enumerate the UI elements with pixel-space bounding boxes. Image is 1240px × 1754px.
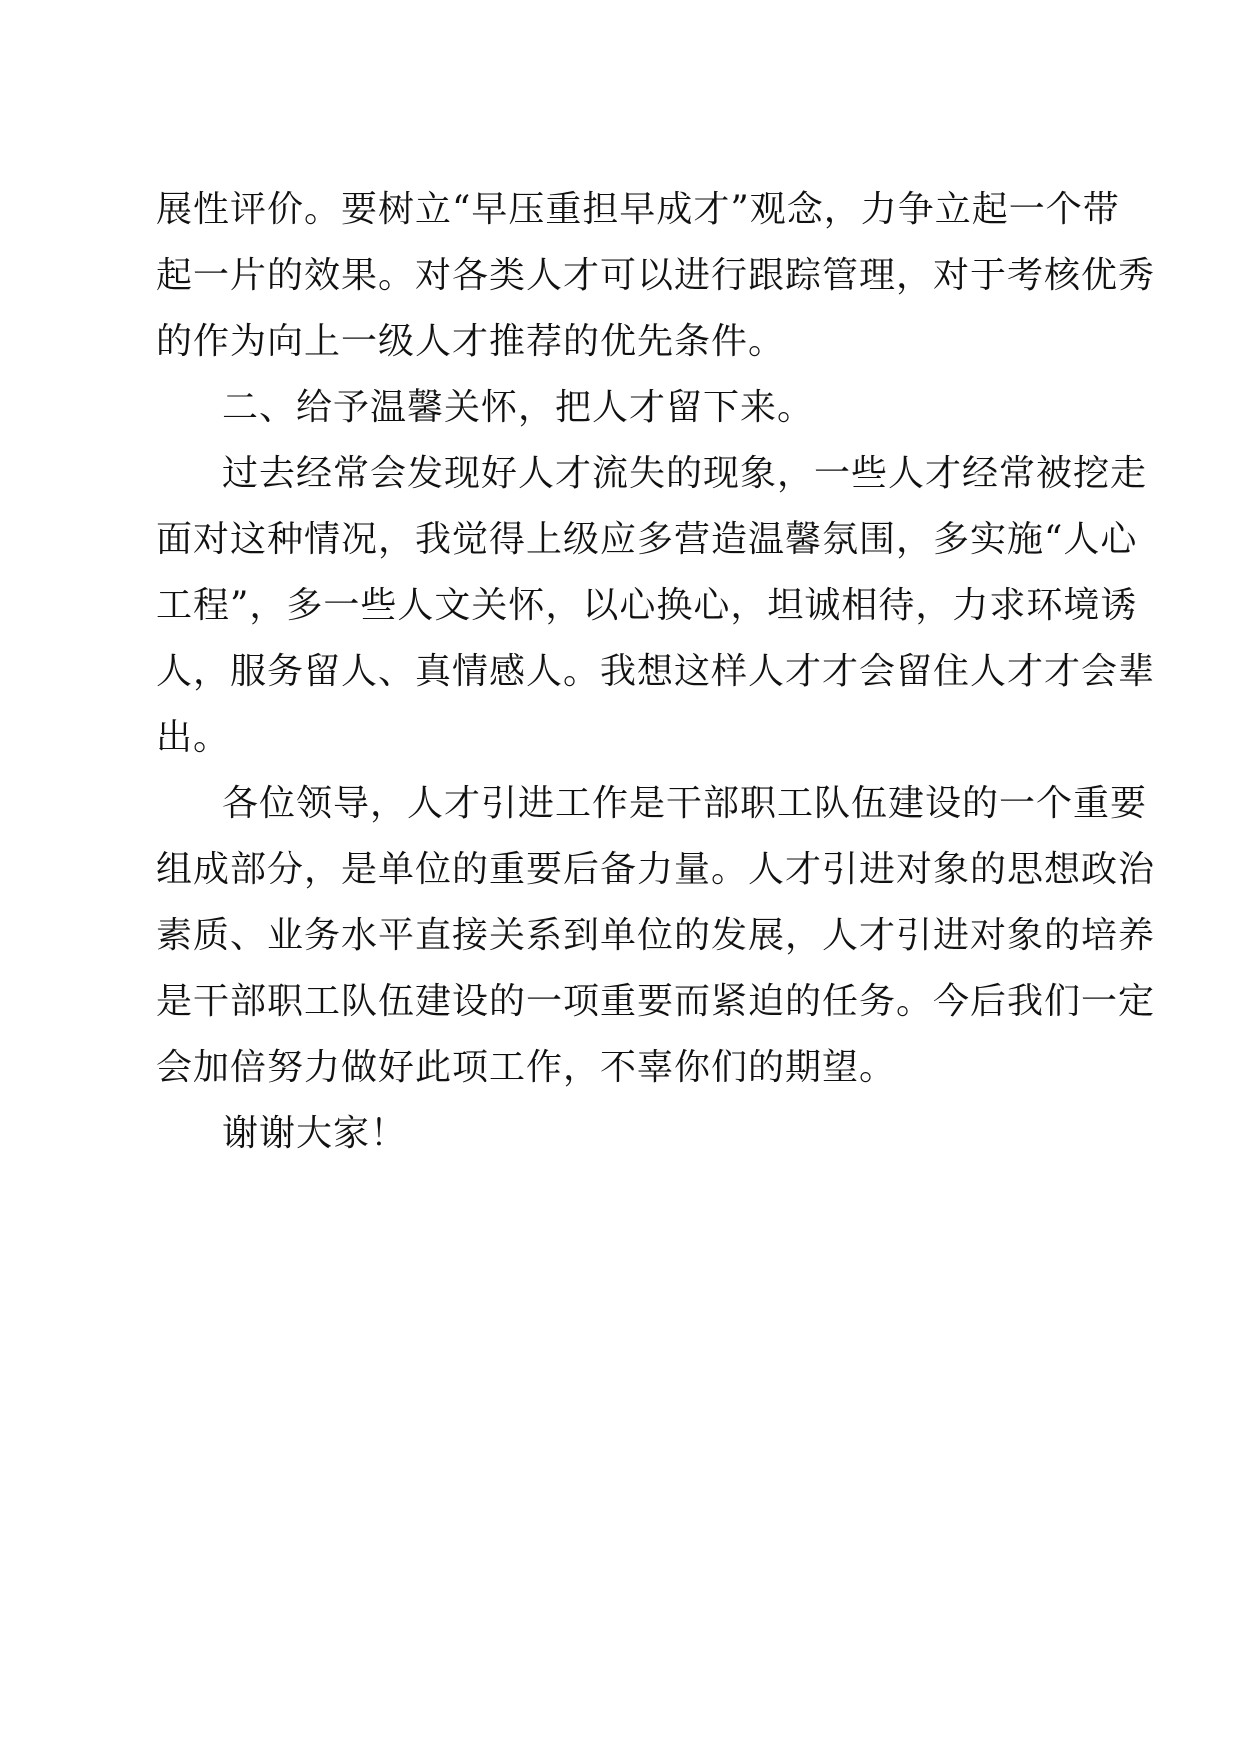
paragraph-line: 会加倍努力做好此项工作，不辜你们的期望。 xyxy=(156,1047,897,1088)
paragraph-line: 组成部分，是单位的重要后备力量。人才引进对象的思想政治 xyxy=(156,849,1156,890)
paragraph-line: 起一片的效果。对各类人才可以进行跟踪管理，对于考核优秀 xyxy=(156,255,1156,296)
paragraph-line: 人，服务留人、真情感人。我想这样人才才会留住人才才会辈 xyxy=(156,651,1156,692)
paragraph-line: 工程”，多一些人文关怀，以心换心，坦诚相待，力求环境诱 xyxy=(156,585,1138,626)
paragraph-line: 各位领导，人才引进工作是干部职工队伍建设的一个重要 xyxy=(222,783,1148,824)
paragraph-line: 出。 xyxy=(156,717,231,758)
paragraph-line: 面对这种情况，我觉得上级应多营造温馨氛围，多实施“人心 xyxy=(156,519,1138,560)
document-body xyxy=(156,177,1156,1167)
paragraph-line: 过去经常会发现好人才流失的现象，一些人才经常被挖走 xyxy=(222,453,1148,494)
closing-line: 谢谢大家！ xyxy=(222,1113,408,1154)
paragraph-line: 素质、业务水平直接关系到单位的发展，人才引进对象的培养 xyxy=(156,915,1156,956)
paragraph-line: 展性评价。要树立“早压重担早成才”观念，力争立起一个带 xyxy=(156,189,1120,230)
paragraph-line: 是干部职工队伍建设的一项重要而紧迫的任务。今后我们一定 xyxy=(156,981,1156,1022)
paragraph-line: 的作为向上一级人才推荐的优先条件。 xyxy=(156,321,786,362)
section-heading: 二、给予温馨关怀，把人才留下来。 xyxy=(222,387,815,428)
